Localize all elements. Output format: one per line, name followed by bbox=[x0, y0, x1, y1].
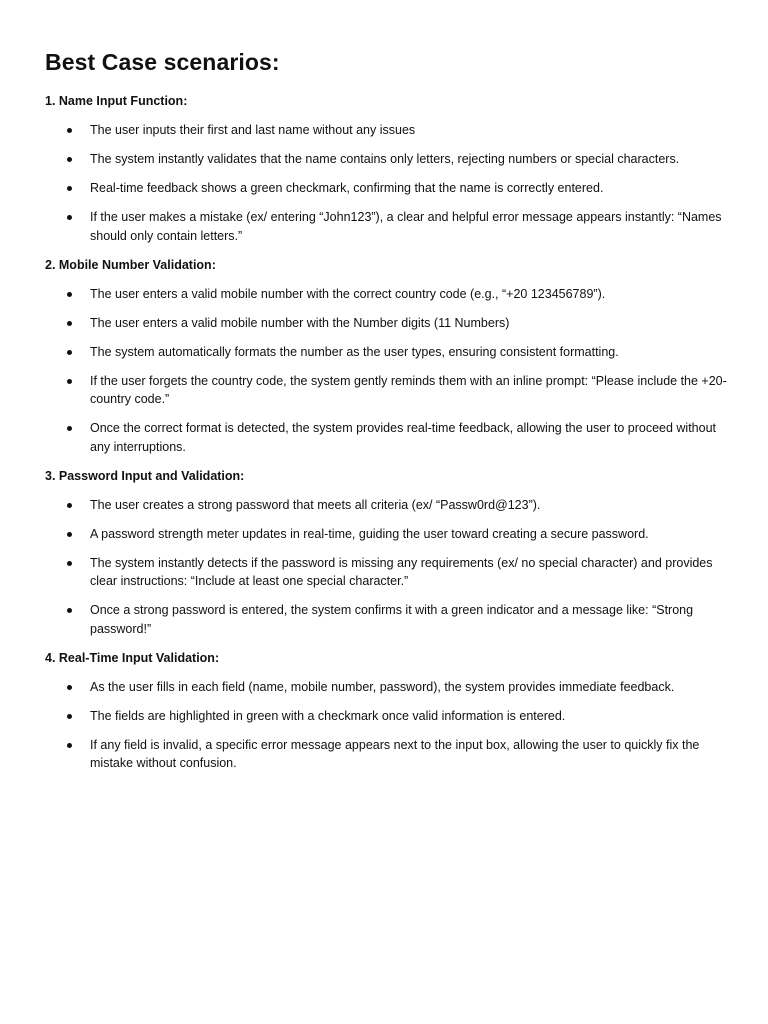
bullet-list bbox=[45, 285, 728, 457]
bullet-icon bbox=[67, 714, 72, 719]
bullet-icon bbox=[67, 186, 72, 191]
list-item-text: The fields are highlighted in green with a checkmark once valid information is entered. bbox=[90, 708, 566, 723]
page-title: Best Case scenarios: bbox=[45, 49, 280, 75]
list-item bbox=[45, 496, 728, 515]
bullet-icon bbox=[67, 128, 72, 133]
bullet-list bbox=[45, 121, 728, 245]
bullet-icon bbox=[67, 215, 72, 220]
list-item bbox=[45, 208, 728, 245]
list-item bbox=[45, 343, 728, 362]
section-heading: 1. Name Input Function: bbox=[45, 94, 188, 108]
bullet-icon bbox=[67, 532, 72, 537]
list-item bbox=[45, 285, 728, 304]
list-item-text: The user enters a valid mobile number with the correct country code (e.g., “+20 123456789”). bbox=[90, 286, 606, 301]
list-item bbox=[45, 678, 728, 697]
list-item bbox=[45, 121, 728, 140]
list-item bbox=[45, 150, 728, 169]
list-item-text: The user enters a valid mobile number with the Number digits (11 Numbers) bbox=[90, 315, 510, 330]
list-item-text: The user creates a strong password that meets all criteria (ex/ “Passw0rd@123”). bbox=[90, 497, 541, 512]
section-heading: 4. Real-Time Input Validation: bbox=[45, 650, 220, 665]
bullet-list bbox=[45, 678, 728, 773]
list-item-text: The system instantly validates that the name contains only letters, rejecting numbers or special characters. bbox=[90, 152, 680, 166]
bullet-icon bbox=[67, 503, 72, 508]
list-item bbox=[45, 601, 728, 638]
section-heading: 2. Mobile Number Validation: bbox=[45, 257, 216, 272]
bullet-icon bbox=[67, 608, 72, 613]
bullet-icon bbox=[67, 685, 72, 690]
list-item bbox=[45, 736, 728, 773]
section-name-input bbox=[45, 92, 728, 245]
list-item bbox=[45, 554, 728, 591]
list-item-text: A password strength meter updates in real-time, guiding the user toward creating a secure password. bbox=[90, 526, 649, 541]
list-item-text: The system instantly detects if the password is missing any requirements (ex/ no special character) and provides clear instructions: “Include at least one special character.” bbox=[90, 555, 713, 588]
section-realtime-validation bbox=[45, 649, 728, 773]
bullet-icon bbox=[67, 321, 72, 326]
list-item bbox=[45, 314, 728, 333]
list-item bbox=[45, 707, 728, 726]
bullet-icon bbox=[67, 350, 72, 355]
section-heading: 3. Password Input and Validation: bbox=[45, 468, 245, 483]
list-item bbox=[45, 419, 728, 456]
bullet-icon bbox=[67, 292, 72, 297]
list-item-text: The system automatically formats the number as the user types, ensuring consistent formatting. bbox=[90, 344, 619, 359]
bullet-icon bbox=[67, 561, 72, 566]
list-item bbox=[45, 372, 728, 409]
list-item-text: If any field is invalid, a specific error message appears next to the input box, allowing the user to quickly fix the mistake without confusion. bbox=[90, 737, 700, 770]
list-item bbox=[45, 525, 728, 544]
list-item-text: If the user forgets the country code, the system gently reminds them with an inline prompt: “Please include the +20-country code.” bbox=[90, 373, 727, 406]
bullet-icon bbox=[67, 379, 72, 384]
list-item-text: Once a strong password is entered, the system confirms it with a green indicator and a message like: “Strong password!” bbox=[90, 603, 694, 636]
bullet-icon bbox=[67, 157, 72, 162]
section-password bbox=[45, 467, 728, 639]
list-item-text: Real-time feedback shows a green checkmark, confirming that the name is correctly entered. bbox=[90, 181, 604, 195]
list-item-text: As the user fills in each field (name, mobile number, password), the system provides immediate feedback. bbox=[90, 679, 675, 694]
list-item bbox=[45, 179, 728, 198]
list-item-text: If the user makes a mistake (ex/ entering “John123”), a clear and helpful error message appears instantly: “Names should only contain letters.” bbox=[90, 210, 722, 243]
bullet-icon bbox=[67, 426, 72, 431]
bullet-list bbox=[45, 496, 728, 639]
bullet-icon bbox=[67, 743, 72, 748]
list-item-text: Once the correct format is detected, the system provides real-time feedback, allowing the user to proceed without any interruptions. bbox=[90, 421, 717, 454]
section-mobile-number bbox=[45, 256, 728, 457]
list-item-text: The user inputs their first and last name without any issues bbox=[90, 123, 416, 137]
